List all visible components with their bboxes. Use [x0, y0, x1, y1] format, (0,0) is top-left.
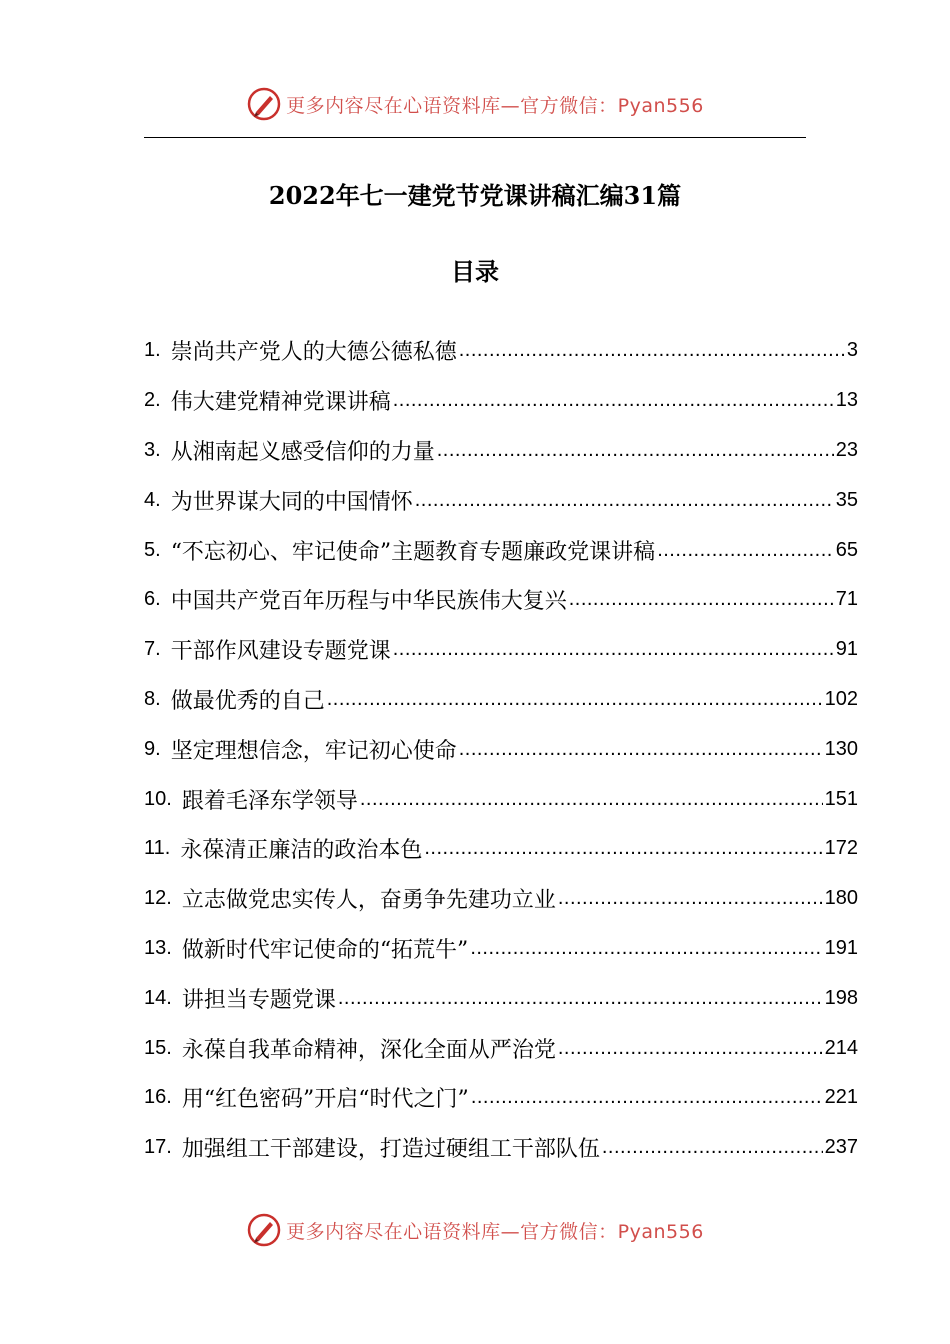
toc-entry-page: 180 — [824, 887, 858, 910]
toc-dot-leader — [558, 887, 823, 910]
toc-dot-leader — [360, 788, 823, 811]
toc-entry-title: 做最优秀的自己 — [170, 688, 325, 714]
toc-entry-page: 221 — [824, 1086, 858, 1109]
toc-entry-title: 永葆清正廉洁的政治本色 — [180, 838, 423, 864]
toc-entry[interactable] — [144, 525, 858, 575]
toc-dot-leader — [415, 489, 834, 512]
toc-entry-number: 9. — [144, 737, 161, 760]
toc-entry[interactable] — [144, 625, 858, 675]
pen-logo-icon — [246, 86, 282, 122]
table-of-contents — [144, 326, 858, 1173]
toc-entry[interactable] — [144, 1123, 858, 1173]
toc-dot-leader — [657, 539, 834, 562]
toc-entry-title: 加强组工干部建设，打造过硬组工干部队伍 — [181, 1137, 600, 1163]
toc-dot-leader — [437, 439, 834, 462]
toc-entry-page: 3 — [846, 339, 858, 362]
toc-entry[interactable] — [144, 973, 858, 1023]
toc-entry-page: 65 — [835, 538, 858, 561]
banner-text: 更多内容尽在心语资料库—官方微信：Pyan556 — [286, 94, 704, 117]
toc-dot-leader — [558, 1037, 823, 1060]
toc-entry-number: 12. — [144, 887, 172, 910]
banner-text: 更多内容尽在心语资料库—官方微信：Pyan556 — [286, 1220, 704, 1243]
toc-entry-title: 干部作风建设专题党课 — [170, 639, 391, 665]
toc-entry-title: 为世界谋大同的中国情怀 — [170, 489, 413, 515]
toc-dot-leader — [470, 937, 822, 960]
toc-entry-number: 11. — [144, 837, 171, 860]
toc-entry-title: 做新时代牢记使命的“拓荒牛” — [181, 937, 469, 963]
toc-entry[interactable] — [144, 1023, 858, 1073]
toc-entry-number: 1. — [144, 339, 161, 362]
toc-entry-number: 15. — [144, 1036, 172, 1059]
toc-entry-number: 5. — [144, 538, 161, 561]
toc-entry-title: 讲担当专题党课 — [181, 987, 336, 1013]
toc-dot-leader — [393, 638, 834, 661]
toc-entry[interactable] — [144, 774, 858, 824]
toc-entry-number: 10. — [144, 787, 172, 810]
toc-entry-page: 102 — [824, 687, 858, 710]
toc-entry-title: “不忘初心、牢记使命”主题教育专题廉政党课讲稿 — [170, 539, 656, 565]
toc-dot-leader — [424, 837, 822, 860]
toc-dot-leader — [569, 588, 834, 611]
toc-entry-number: 7. — [144, 638, 161, 661]
toc-entry-page: 130 — [824, 737, 858, 760]
toc-dot-leader — [338, 987, 823, 1010]
toc-entry-title: 中国共产党百年历程与中华民族伟大复兴 — [170, 589, 567, 615]
toc-entry-number: 2. — [144, 389, 161, 412]
toc-dot-leader — [393, 389, 834, 412]
toc-dot-leader — [459, 339, 845, 362]
footer-watermark-banner — [0, 1210, 950, 1250]
toc-entry-title: 从湘南起义感受信仰的力量 — [170, 439, 435, 465]
toc-dot-leader — [327, 688, 823, 711]
toc-entry-title: 跟着毛泽东学领导 — [181, 788, 358, 814]
document-title: 2022年七一建党节党课讲稿汇编31篇 — [268, 181, 682, 210]
toc-entry[interactable] — [144, 475, 858, 525]
header-divider — [144, 137, 806, 138]
toc-entry-page: 23 — [835, 438, 858, 461]
toc-entry[interactable] — [144, 376, 858, 426]
toc-dot-leader — [471, 1086, 823, 1109]
toc-entry-title: 伟大建党精神党课讲稿 — [170, 390, 391, 416]
toc-entry-page: 91 — [835, 638, 858, 661]
toc-entry[interactable] — [144, 1073, 858, 1123]
toc-entry-number: 4. — [144, 488, 161, 511]
toc-entry-title: 永葆自我革命精神，深化全面从严治党 — [181, 1037, 556, 1063]
toc-entry[interactable] — [144, 426, 858, 476]
toc-entry-title: 崇尚共产党人的大德公德私德 — [170, 340, 457, 366]
toc-entry-number: 6. — [144, 588, 161, 611]
header-watermark-banner — [0, 84, 950, 124]
toc-entry-number: 8. — [144, 687, 161, 710]
toc-entry[interactable] — [144, 874, 858, 924]
toc-entry-number: 16. — [144, 1086, 172, 1109]
toc-entry-number: 14. — [144, 986, 172, 1009]
toc-dot-leader — [602, 1136, 823, 1159]
toc-entry-title: 立志做党忠实传人，奋勇争先建功立业 — [181, 888, 556, 914]
toc-dot-leader — [459, 738, 823, 761]
toc-entry-number: 13. — [144, 936, 172, 959]
toc-entry-page: 151 — [824, 787, 858, 810]
toc-entry-page: 191 — [824, 936, 858, 959]
toc-entry[interactable] — [144, 575, 858, 625]
toc-entry[interactable] — [144, 326, 858, 376]
toc-entry-title: 坚定理想信念，牢记初心使命 — [170, 738, 457, 764]
toc-entry-page: 13 — [835, 389, 858, 412]
toc-entry-number: 3. — [144, 438, 161, 461]
pen-logo-icon — [246, 1212, 282, 1248]
toc-entry-page: 237 — [824, 1136, 858, 1159]
toc-entry-title: 用“红色密码”开启“时代之门” — [181, 1087, 469, 1113]
toc-entry-page: 35 — [835, 488, 858, 511]
toc-entry-page: 198 — [824, 986, 858, 1009]
toc-entry-page: 172 — [824, 837, 858, 860]
toc-entry[interactable] — [144, 924, 858, 974]
toc-entry-number: 17. — [144, 1136, 172, 1159]
toc-entry[interactable] — [144, 675, 858, 725]
toc-entry-page: 71 — [835, 588, 858, 611]
toc-heading: 目录 — [451, 257, 499, 286]
toc-entry[interactable] — [144, 724, 858, 774]
toc-entry-page: 214 — [824, 1036, 858, 1059]
toc-entry[interactable] — [144, 824, 858, 874]
